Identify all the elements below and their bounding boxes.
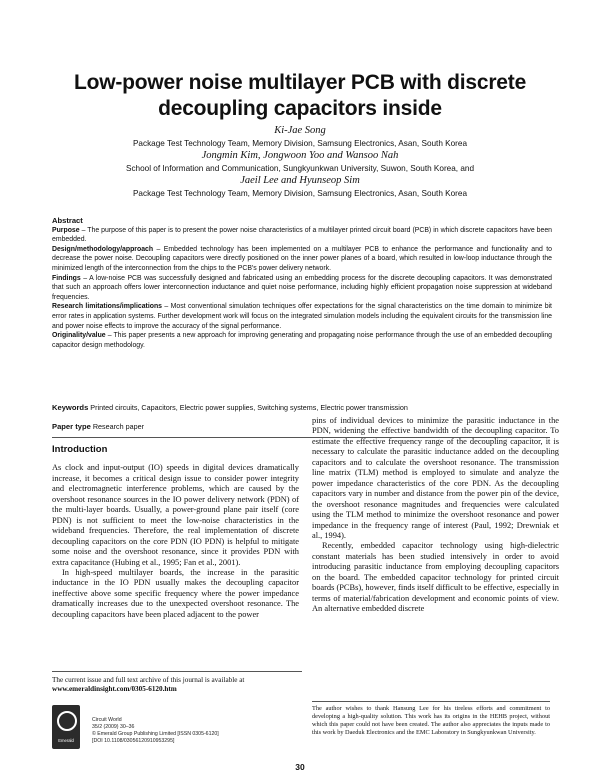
findings-label: Findings (52, 274, 81, 282)
abstract-purpose (52, 226, 552, 245)
keywords-label: Keywords (52, 403, 89, 412)
abstract-research (52, 302, 552, 331)
section-heading: Introduction (52, 444, 108, 455)
paragraph: As clock and input-output (IO) speeds in digital devices dramatically increase, it becomes a critical design issue to consider power integrity and electromagnetic interference problems, which are caused by the overshoot resonance sources in the IO power delivery network (PDN) of the multi-layer boards. Usually, a power-ground plane pair itself (core PDN) is not sufficient to meet the low-noise characteristics in the wideband frequencies. Therefore, the real implementation of discrete decoupling capacitors on the core PDN (IO PDN) is helpful to mitigate some noise and the overshoot resonance, since it provides PDN with extra capacitance (Hubing et al., 1995; Fan et al., 2001). (52, 463, 299, 567)
paragraph: In high-speed multilayer boards, the increase in the parasitic inductance in the IO PDN usually makes the decoupling capacitor ineffective above some specific frequency where the power impedance dramatically increases due to the unexpected overshoot resonance. The decoupling capacitors have been placed adjacent to the power (52, 567, 299, 619)
research-text: – Most conventional simulation techniques offer expectations for the signal characteristics on the time domain to minimize bit error rates in application systems. Further development work will focus on the integrated simulation models including the equivalent circuits for the transmission line and power noise effects to improve the accuracy of the signal performance. (52, 303, 552, 330)
author-affiliation: Package Test Technology Team, Memory Division, Samsung Electronics, Asan, South Korea (132, 189, 468, 198)
keywords-text: Printed circuits, Capacitors, Electric power supplies, Switching systems, Electric power transmission (90, 403, 408, 412)
emerald-logo (52, 705, 80, 749)
author-name: Ki-Jae Song (274, 125, 326, 136)
archive-note (52, 676, 302, 695)
author-affiliation: School of Information and Communication, Sungkyunkwan University, Suwon, South Korea, and (125, 164, 474, 173)
originality-text: – This paper presents a new approach for improving generating and propagating noise performance through the use of an embedded decoupling capacitor design methodology. (52, 332, 552, 349)
abstract-heading: Abstract (52, 216, 83, 225)
paragraph: Recently, embedded capacitor technology using high-dielectric constant materials has been studied intensively in order to avoid introducing parasitic inductance from employing decoupling capacitors on the board. The embedded capacitor technology for printed circuit boards (PCBs), however, finds itself difficult to be effective, especially in terms of material/fabrication development and economic points of view. An alternative embedded discrete (312, 541, 559, 614)
acks-divider (312, 701, 550, 702)
archive-text: The current issue and full text archive of this journal is available at (52, 676, 245, 684)
author-block (40, 124, 560, 199)
right-column (312, 416, 559, 615)
paper-type-text: Research paper (92, 422, 144, 431)
abstract-findings (52, 274, 552, 303)
originality-label: Originality/value (52, 332, 106, 340)
abstract (52, 216, 552, 350)
purpose-text: – The purpose of this paper is to present the power noise characteristics of a multilayer printed circuit board (PCB) in which discrete capacitors have been embedded. (52, 226, 552, 244)
author-affiliation: Package Test Technology Team, Memory Division, Samsung Electronics, Asan, South Korea (132, 139, 468, 148)
paper-title: Low-power noise multilayer PCB with discrete decoupling capacitors inside (73, 71, 527, 120)
logo-text: Emerald (58, 738, 74, 743)
copyright: © Emerald Group Publishing Limited [ISSN 0305-6120] (92, 731, 219, 737)
logo-ring-icon (57, 711, 77, 731)
journal-name: Circuit World (92, 717, 122, 723)
paper-type-label: Paper type (52, 422, 91, 431)
acknowledgements: The author wishes to thank Hansung Lee for his tireless efforts and commitment to developing a high-quality solution. This work has its origins in the HEHB project, without which this paper could not have been created. The author also appreciates the inputs made to this work by Daeduk Electronics and the EMC Laboratory in Sungkyunkwan University. (312, 705, 550, 736)
left-column (52, 431, 299, 620)
keywords (52, 403, 552, 413)
publication-info (92, 717, 312, 745)
findings-text: – A low-noise PCB was successfully designed and fabricated using an embedding process for the discrete decoupling capacitors. It was demonstrated that such an approach offers lower interconnection inductance and quiet noise performance, including highly efficient propagation noise suppression at wideband frequencies. (52, 274, 552, 301)
author-name: Jaeil Lee and Hyunseop Sim (240, 175, 360, 186)
design-text: – Embedded technology has been implemented on a multilayer PCB to enhance the performance and functionality and to decrease the power noise. Decoupling capacitors were directly positioned on the inner power planes of a board, which resulted in low-loop inductance through the minimized length of the interconnection from the chips to the PCB's power delivery network. (52, 245, 552, 272)
purpose-label: Purpose (52, 226, 80, 234)
research-label: Research limitations/implications (52, 303, 162, 311)
abstract-originality (52, 331, 552, 350)
design-label: Design/methodology/approach (52, 245, 154, 253)
author-name: Jongmin Kim, Jongwoon Yoo and Wansoo Nah (201, 150, 399, 161)
page-number: 30 (295, 762, 305, 772)
doi: [DOI 10.1108/03056120910953295] (92, 738, 175, 744)
footnote-divider (52, 671, 302, 672)
journal-issue: 35/2 (2009) 30–36 (92, 724, 135, 730)
paragraph: pins of individual devices to minimize the parasitic inductance in the PDN, widening the effective bandwidth of the decoupling capacitor. To estimate the effective frequency range of the decoupling capacitor, it is necessary to calculate the parasitic inductance added on the decoupling capacitors and to calculate the overshoot resonance. The transmission line matrix (TLM) method is employed to simulate and analyze the power impedance characteristics of the core PDN. As the decoupling capacitors vary in number and distance from the power pin of the device, the overshoot resonance magnitudes and frequencies were calculated using the TLM method to minimize the overshoot resonance and power impedance in the frequency range of interest (Paul, 1992; Drewniak et al., 1994). (312, 416, 559, 540)
archive-link[interactable]: www.emeraldinsight.com/0305-6120.htm (52, 685, 177, 694)
abstract-design (52, 245, 552, 274)
